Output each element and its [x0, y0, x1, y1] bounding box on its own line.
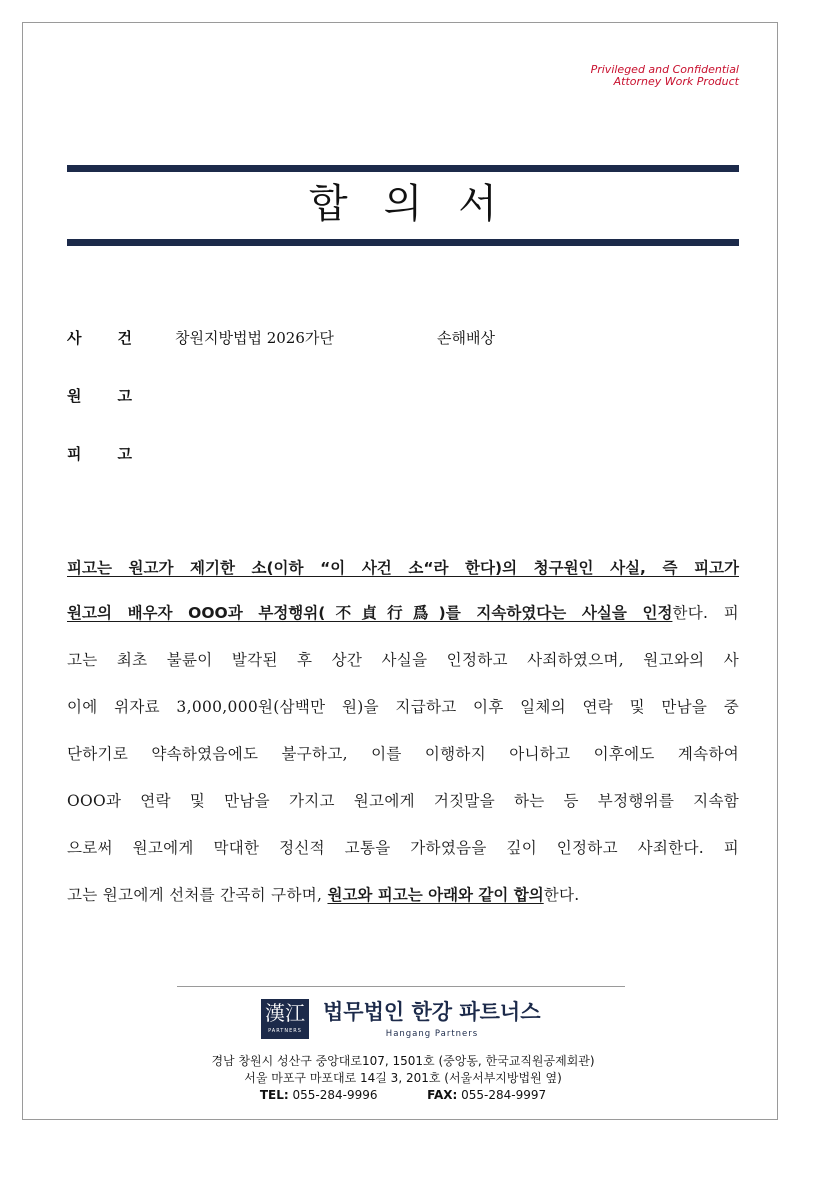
title-rule-top	[67, 165, 739, 172]
plaintiff-label: 원고	[67, 387, 168, 405]
case-label: 사건	[67, 329, 168, 347]
confidentiality-notice	[591, 64, 739, 88]
body-line-7: 으로써 원고에게 막대한 정신적 고통을 가하였음을 깊이 인정하고 사죄한다. 피	[67, 839, 739, 857]
footer-divider	[177, 986, 625, 987]
address-seoul: 서울 마포구 마포대로 14길 3, 201호 (서울서부지방법원 옆)	[244, 1071, 562, 1085]
tel-number: 055-284-9996	[292, 1088, 378, 1102]
document-title: 합의서	[309, 181, 533, 227]
fax-number: 055-284-9997	[461, 1088, 547, 1102]
title-rule-bottom	[67, 239, 739, 246]
confidentiality-line-1: Privileged and Confidential	[590, 63, 739, 76]
body-line-8: 고는 원고에게 선처를 간곡히 구하며, 원고와 피고는 아래와 같이 합의한다.	[67, 886, 580, 904]
case-type: 손해배상	[437, 329, 495, 347]
firm-name-english: Hangang Partners	[385, 1029, 479, 1039]
fax-label: FAX:	[427, 1088, 458, 1102]
body-line-5: 단하기로 약속하였음에도 불구하고, 이를 이행하지 아니하고 이후에도 계속하여	[67, 745, 739, 763]
body-line-6: OOO과 연락 및 만남을 가지고 원고에게 거짓말을 하는 등 부정행위를 지속함	[67, 792, 739, 810]
confidentiality-line-2: Attorney Work Product	[613, 75, 739, 88]
firm-name: 법무법인 한강 파트너스	[323, 1000, 541, 1024]
body-line-4: 이에 위자료 3,000,000원(삼백만 원)을 지급하고 이후 일체의 연락 및 만남을 중	[67, 698, 739, 716]
body-line-2: 원고의 배우자 OOO과 부정행위(不貞行爲)를 지속하였다는 사실을 인정한다. 피	[67, 604, 739, 622]
firm-logo-icon: 漢江 PARTNERS	[261, 999, 309, 1039]
tel-label: TEL:	[259, 1088, 289, 1102]
body-line-1: 피고는 원고가 제기한 소(이하 “이 사건 소“라 한다)의 청구원인 사실, 즉 피고가	[67, 559, 739, 577]
agreement-body	[67, 550, 739, 914]
defendant-label: 피고	[67, 445, 168, 463]
document-page	[22, 22, 778, 1120]
court-case-number: 창원지방법법 2026가단	[175, 329, 334, 347]
body-line-3: 고는 최초 불륜이 발각된 후 상간 사실을 인정하고 사죄하였으며, 원고와의 사	[67, 651, 739, 669]
contact-line	[67, 1087, 739, 1104]
address-changwon: 경남 창원시 성산구 중앙대로107, 1501호 (중앙동, 한국교직원공제회관)	[211, 1054, 595, 1068]
